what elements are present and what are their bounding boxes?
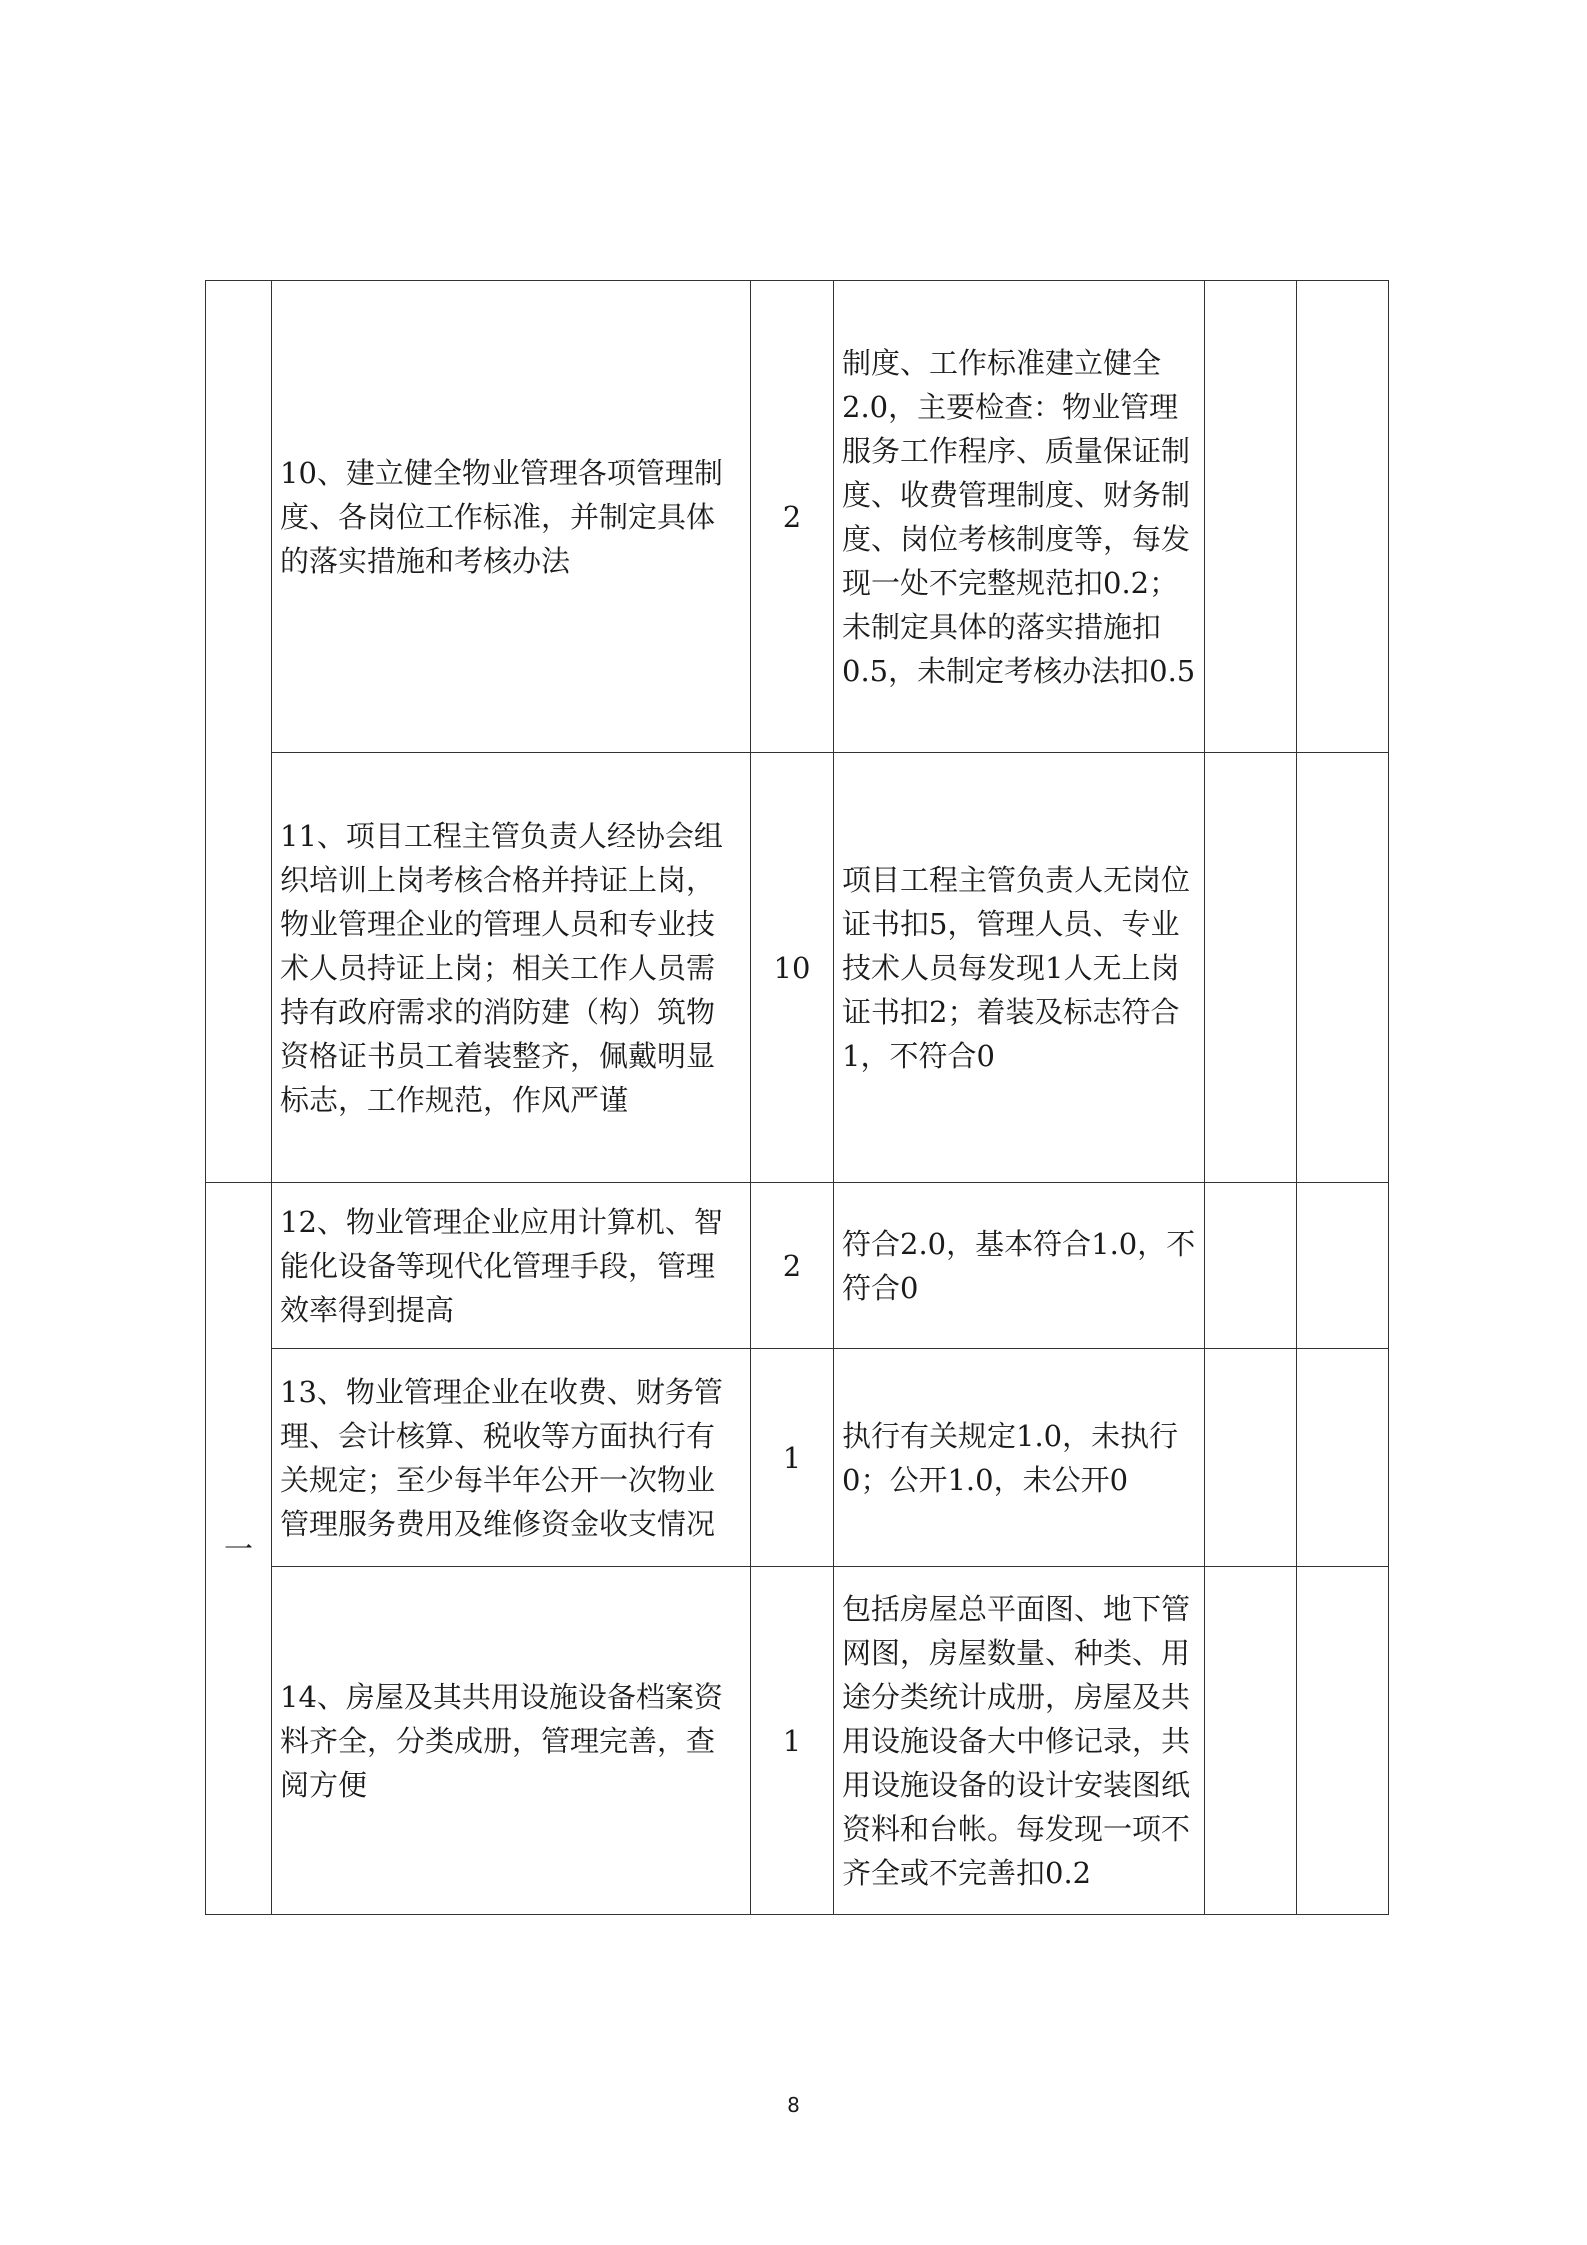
table-row: [206, 281, 1389, 753]
blank-cell: [1205, 753, 1297, 1183]
item-cell: 13、物业管理企业在收费、财务管理、会计核算、税收等方面执行有关规定；至少每半年公开一次物业管理服务费用及维修资金收支情况: [272, 1349, 751, 1567]
item-cell: 10、建立健全物业管理各项管理制度、各岗位工作标准，并制定具体的落实措施和考核办法: [272, 281, 751, 753]
evaluation-table: [205, 280, 1389, 1915]
standard-cell: 符合2.0，基本符合1.0，不符合0: [834, 1183, 1205, 1349]
standard-cell: 包括房屋总平面图、地下管网图，房屋数量、种类、用途分类统计成册，房屋及共用设施设备大中修记录，共用设施设备的设计安装图纸资料和台帐。每发现一项不齐全或不完善扣0.2: [834, 1567, 1205, 1915]
table-row: [206, 1183, 1389, 1349]
score-cell: 1: [751, 1567, 834, 1915]
item-cell: 11、项目工程主管负责人经协会组织培训上岗考核合格并持证上岗，物业管理企业的管理人员和专业技术人员持证上岗；相关工作人员需持有政府需求的消防建（构）筑物资格证书员工着装整齐，佩戴明显标志，工作规范，作风严谨: [272, 753, 751, 1183]
blank-cell: [1205, 281, 1297, 753]
blank-cell: [1297, 1349, 1389, 1567]
item-cell: 14、房屋及其共用设施设备档案资料齐全，分类成册，管理完善，查阅方便: [272, 1567, 751, 1915]
blank-cell: [1205, 1349, 1297, 1567]
score-cell: 2: [751, 281, 834, 753]
section-cell: [206, 281, 272, 1183]
item-cell: 12、物业管理企业应用计算机、智能化设备等现代化管理手段，管理效率得到提高: [272, 1183, 751, 1349]
blank-cell: [1297, 281, 1389, 753]
blank-cell: [1297, 753, 1389, 1183]
table-row: [206, 753, 1389, 1183]
blank-cell: [1205, 1567, 1297, 1915]
standard-cell: 制度、工作标准建立健全2.0，主要检查：物业管理服务工作程序、质量保证制度、收费管理制度、财务制度、岗位考核制度等，每发现一处不完整规范扣0.2；未制定具体的落实措施扣0.5，未制定考核办法扣0.5: [834, 281, 1205, 753]
standard-cell: 项目工程主管负责人无岗位证书扣5，管理人员、专业技术人员每发现1人无上岗证书扣2；着装及标志符合1，不符合0: [834, 753, 1205, 1183]
blank-cell: [1297, 1183, 1389, 1349]
score-cell: 10: [751, 753, 834, 1183]
section-cell: 一: [206, 1183, 272, 1915]
score-cell: 1: [751, 1349, 834, 1567]
table-row: [206, 1567, 1389, 1915]
score-cell: 2: [751, 1183, 834, 1349]
blank-cell: [1205, 1183, 1297, 1349]
table-row: [206, 1349, 1389, 1567]
standard-cell: 执行有关规定1.0，未执行0；公开1.0，未公开0: [834, 1349, 1205, 1567]
page-number: 8: [787, 2093, 800, 2117]
blank-cell: [1297, 1567, 1389, 1915]
